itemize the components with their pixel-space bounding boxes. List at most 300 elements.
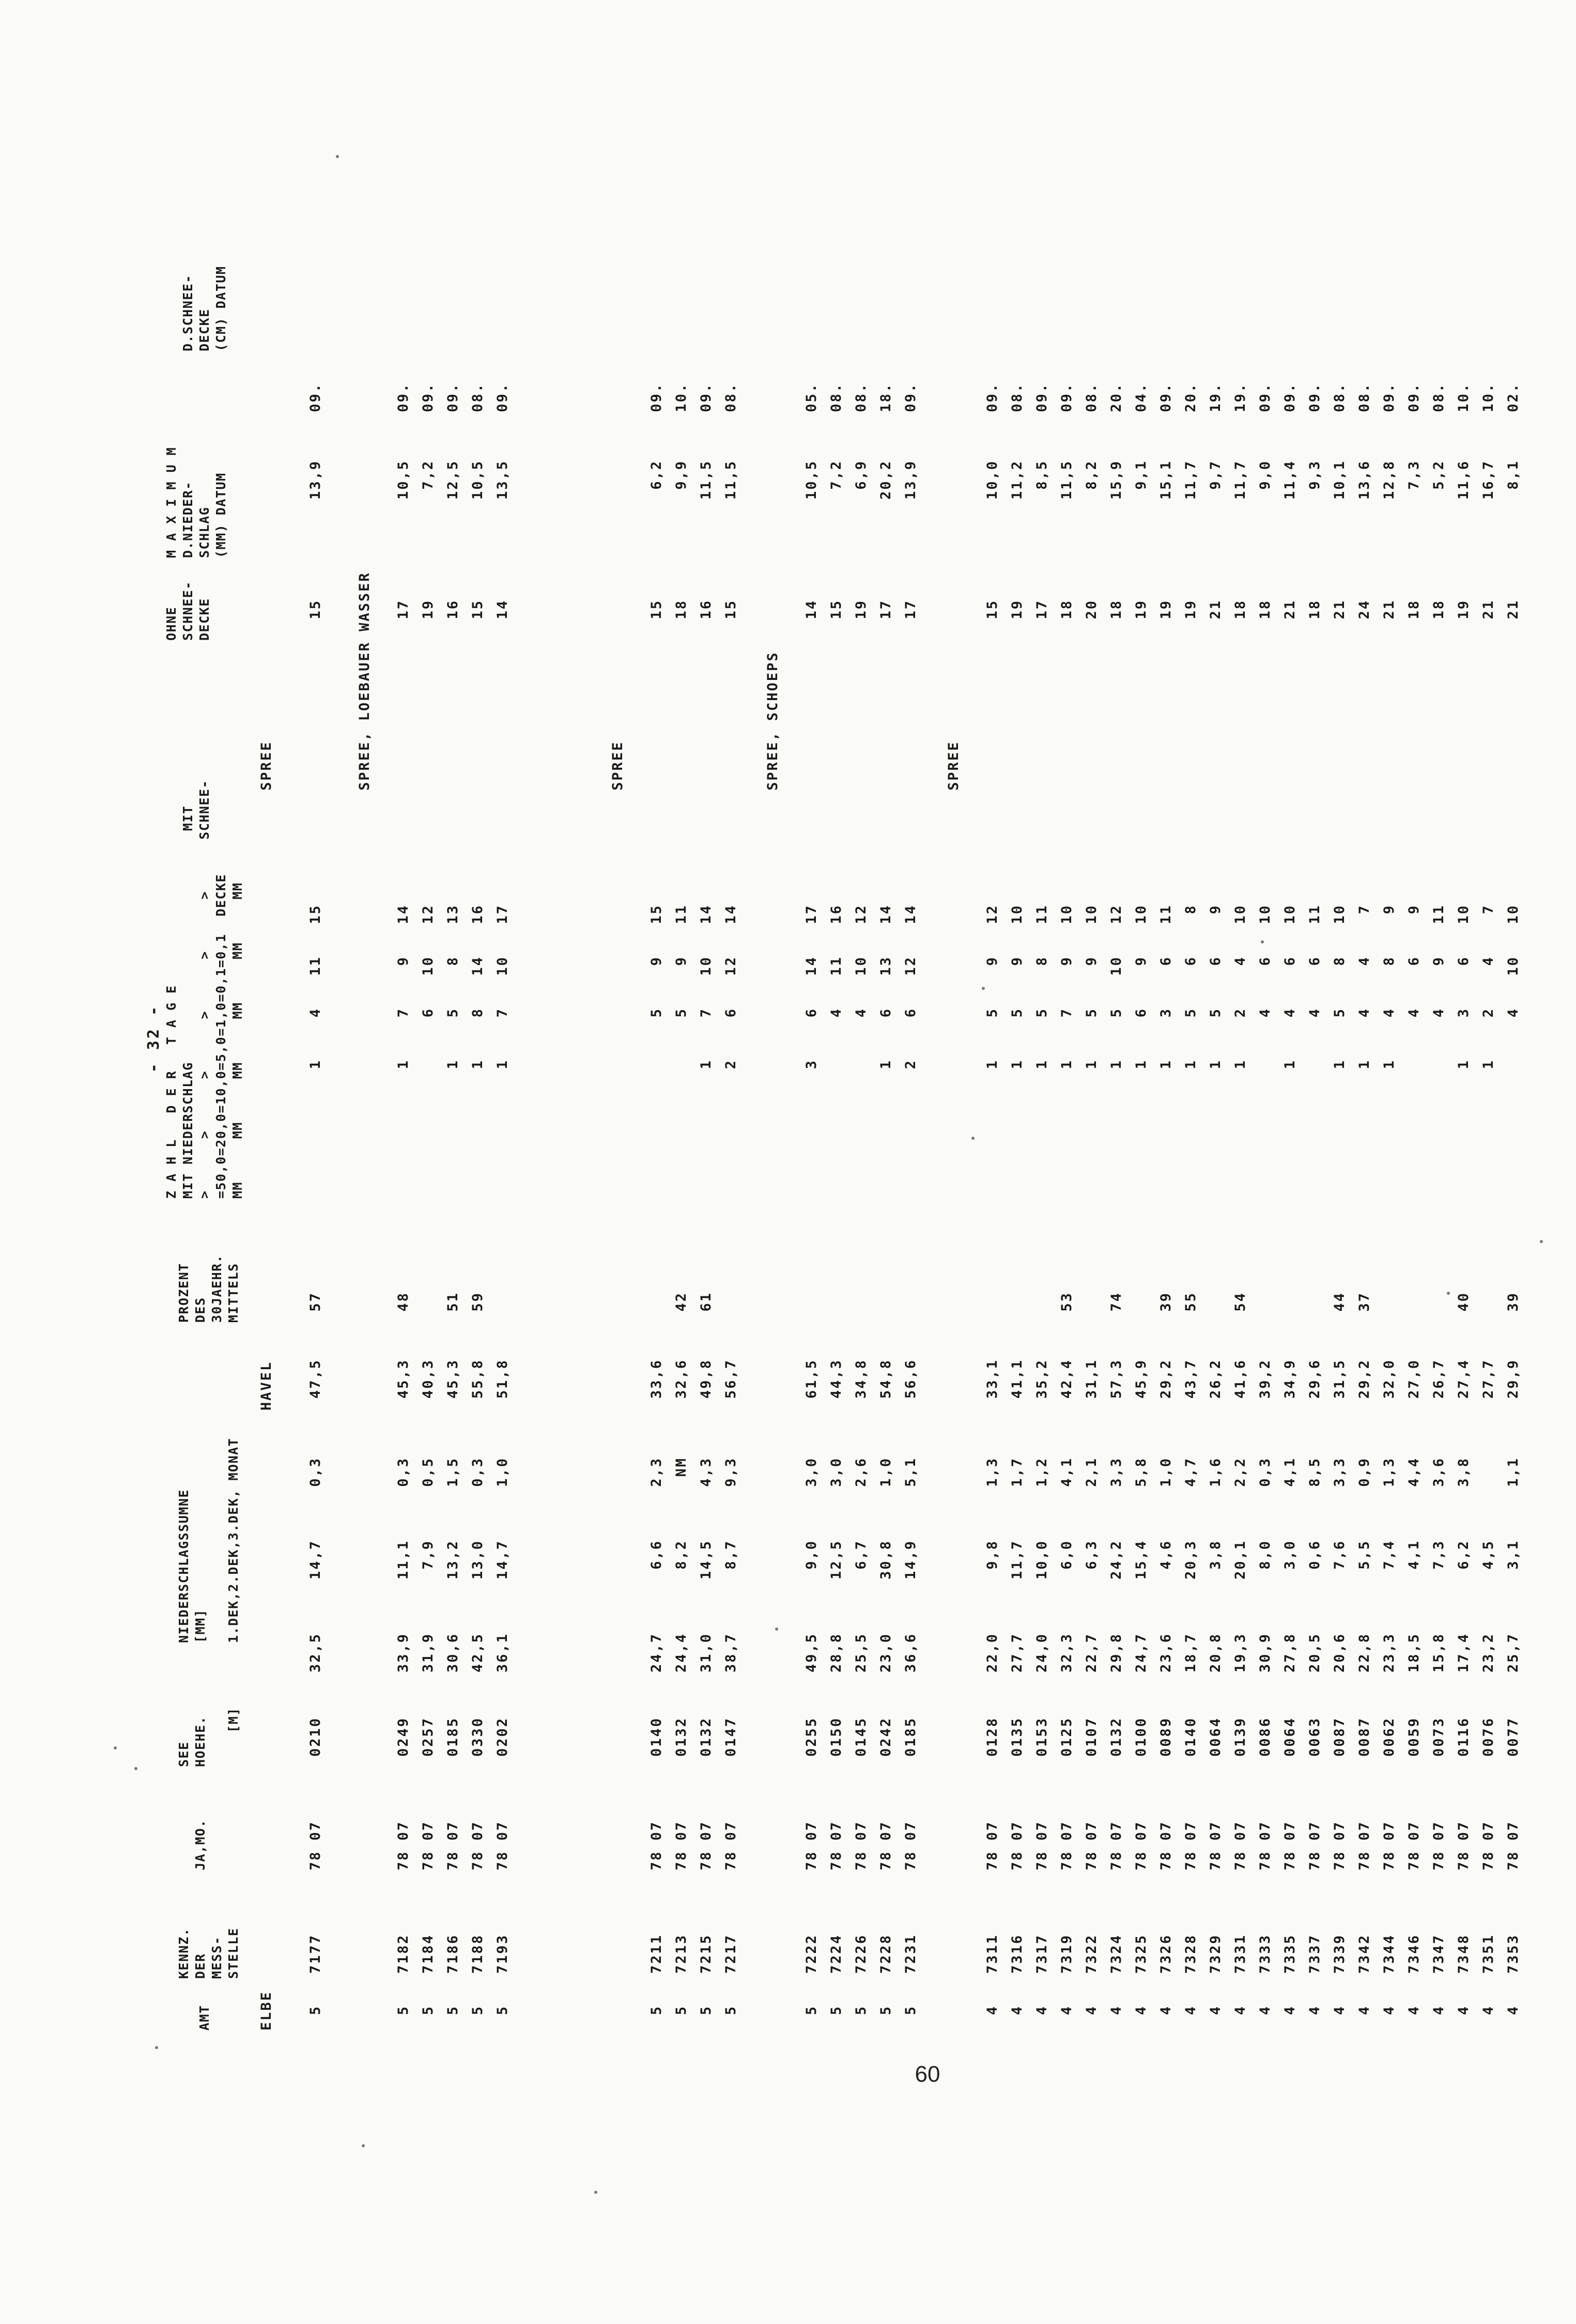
table-row [982, 31, 1003, 2046]
cell-see: 0089 [1158, 1716, 1174, 1757]
cell-d2: 7,6 [1332, 1540, 1348, 1570]
table-row [671, 31, 692, 2046]
cell-amt: 5 [673, 2005, 689, 2015]
cell-c5: 5 [673, 1008, 689, 1018]
table-row [720, 31, 742, 2046]
scan-speck [971, 1137, 975, 1140]
cell-d1: 32,5 [307, 1633, 323, 1673]
cell-d2: 4,5 [1480, 1540, 1496, 1570]
cell-maxdat: 08. [1356, 382, 1372, 412]
cell-ohne: 18 [1108, 599, 1124, 619]
table-row [467, 31, 489, 2046]
header-zahl: Z A H L D E R T A G E MIT NIEDERSCHLAG MIT > > > > > > SCHNEE- =50,0=20,0=10,0=5,0=1,0=0,1=0,1 DECKE MM MM MM MM MM MM [164, 779, 245, 1199]
cell-maxdat: 09. [1282, 382, 1298, 412]
cell-d2: 12,5 [828, 1540, 844, 1580]
cell-d1: 23,6 [1158, 1633, 1174, 1673]
table-row [1155, 31, 1177, 2046]
cell-maxmm: 11,5 [723, 460, 739, 500]
scan-speck [336, 155, 339, 158]
cell-amt: 4 [1282, 2005, 1298, 2015]
cell-d3: 0,3 [1257, 1457, 1273, 1487]
cell-c1: 9 [1009, 956, 1025, 966]
cell-c1: 9 [395, 956, 411, 966]
cell-maxdat: 10. [1456, 382, 1472, 412]
cell-d2: 3,8 [1208, 1540, 1224, 1570]
cell-jamo: 78 07 [1257, 1820, 1273, 1870]
cell-c1: 10 [420, 956, 436, 976]
table-row [1354, 31, 1376, 2046]
cell-kennz: 7319 [1059, 1933, 1075, 1974]
rotated-table [145, 31, 1540, 2046]
cell-jamo: 78 07 [420, 1820, 436, 1870]
cell-kennz: 7186 [445, 1933, 461, 1974]
cell-maxmm: 6,9 [853, 460, 869, 490]
table-row [1403, 31, 1425, 2046]
cell-c10: 1 [495, 1059, 511, 1070]
table-row [875, 31, 897, 2046]
cell-jamo: 78 07 [1009, 1820, 1025, 1870]
cell-maxmm: 7,2 [828, 460, 844, 490]
cell-d1: 29,8 [1108, 1633, 1124, 1673]
cell-c10: 1 [1208, 1059, 1224, 1070]
cell-d2: 20,3 [1183, 1540, 1199, 1580]
cell-c10: 1 [1084, 1059, 1100, 1070]
cell-amt: 4 [1480, 2005, 1496, 2015]
cell-proz: 48 [395, 1292, 411, 1312]
cell-see: 0064 [1282, 1716, 1298, 1757]
cell-d2: 6,0 [1059, 1540, 1075, 1570]
cell-c5: 5 [1084, 1008, 1100, 1018]
cell-d1: 49,5 [804, 1633, 820, 1673]
cell-ohne: 17 [1034, 599, 1050, 619]
cell-d1: 19,3 [1232, 1633, 1248, 1673]
cell-d2: 14,5 [698, 1540, 714, 1580]
cell-see: 0135 [1009, 1716, 1025, 1757]
cell-jamo: 78 07 [1084, 1820, 1100, 1870]
cell-kennz: 7182 [395, 1933, 411, 1974]
cell-see: 0100 [1133, 1716, 1149, 1757]
cell-see: 0147 [723, 1716, 739, 1757]
cell-d1: 32,3 [1059, 1633, 1075, 1673]
cell-maxmm: 10,5 [470, 460, 486, 500]
cell-jamo: 78 07 [445, 1820, 461, 1870]
cell-d1: 23,3 [1381, 1633, 1397, 1673]
cell-proz: 59 [470, 1292, 486, 1312]
cell-monat: 34,9 [1282, 1359, 1298, 1399]
cell-see: 0087 [1332, 1716, 1348, 1757]
cell-c10: 1 [1456, 1059, 1472, 1070]
cell-d3: 4,3 [698, 1457, 714, 1487]
cell-see: 0076 [1480, 1716, 1496, 1757]
cell-c01: 10 [1505, 904, 1521, 924]
scan-speck [114, 1746, 117, 1749]
header-max-nieder: M A X I M U M D.NIEDER- SCHLAG (MM) DATUM [164, 446, 228, 558]
cell-c1: 8 [1034, 956, 1050, 966]
cell-d2: 14,7 [307, 1540, 323, 1580]
cell-jamo: 78 07 [723, 1820, 739, 1870]
cell-kennz: 7347 [1431, 1933, 1447, 1974]
scan-speck [982, 987, 985, 990]
cell-c5: 4 [1505, 1008, 1521, 1018]
cell-c10: 1 [698, 1059, 714, 1070]
cell-d2: 4,6 [1158, 1540, 1174, 1570]
cell-c01: 10 [1456, 904, 1472, 924]
cell-maxdat: 09. [420, 382, 436, 412]
cell-ohne: 21 [1208, 599, 1224, 619]
cell-kennz: 7346 [1406, 1933, 1422, 1974]
cell-c5: 7 [1059, 1008, 1075, 1018]
cell-c5: 5 [1208, 1008, 1224, 1018]
cell-d2: 13,0 [470, 1540, 486, 1580]
cell-monat: 29,6 [1307, 1359, 1323, 1399]
cell-c01: 14 [698, 904, 714, 924]
cell-c1: 12 [903, 956, 919, 976]
cell-see: 0087 [1356, 1716, 1372, 1757]
cell-maxmm: 10,1 [1332, 460, 1348, 500]
cell-c5: 6 [1133, 1008, 1149, 1018]
cell-d3: NM [673, 1457, 689, 1477]
cell-d3: 1,6 [1208, 1457, 1224, 1487]
cell-d2: 5,5 [1356, 1540, 1372, 1570]
cell-c01: 9 [1406, 904, 1422, 915]
table-row [1428, 31, 1450, 2046]
cell-c01: 9 [1381, 904, 1397, 915]
cell-amt: 5 [853, 2005, 869, 2015]
cell-maxdat: 05. [804, 382, 820, 412]
cell-ohne: 24 [1356, 599, 1372, 619]
cell-c1: 6 [1183, 956, 1199, 966]
cell-jamo: 78 07 [1158, 1820, 1174, 1870]
cell-c1: 8 [1381, 956, 1397, 966]
cell-see: 0185 [903, 1716, 919, 1757]
cell-c1: 9 [648, 956, 665, 966]
cell-maxmm: 11,5 [1059, 460, 1075, 500]
cell-see: 0140 [1183, 1716, 1199, 1757]
cell-monat: 51,8 [495, 1359, 511, 1399]
cell-ohne: 18 [1307, 599, 1323, 619]
cell-jamo: 78 07 [903, 1820, 919, 1870]
cell-c5: 4 [1257, 1008, 1273, 1018]
cell-c01: 7 [1356, 904, 1372, 915]
cell-c1: 10 [1108, 956, 1124, 976]
cell-see: 0140 [648, 1716, 665, 1757]
cell-monat: 42,4 [1059, 1359, 1075, 1399]
cell-d1: 22,7 [1084, 1633, 1100, 1673]
cell-see: 0185 [445, 1716, 461, 1757]
cell-monat: 56,6 [903, 1359, 919, 1399]
cell-c01: 17 [804, 904, 820, 924]
cell-c1: 9 [984, 956, 1000, 966]
cell-maxdat: 08. [470, 382, 486, 412]
cell-ohne: 19 [1133, 599, 1149, 619]
cell-jamo: 78 07 [1332, 1820, 1348, 1870]
cell-c10: 1 [1158, 1059, 1174, 1070]
cell-monat: 61,5 [804, 1359, 820, 1399]
cell-c01: 12 [420, 904, 436, 924]
cell-amt: 5 [470, 2005, 486, 2015]
cell-d3: 1,0 [878, 1457, 894, 1487]
cell-d2: 9,8 [984, 1540, 1000, 1570]
cell-amt: 4 [1208, 2005, 1224, 2015]
cell-jamo: 78 07 [1133, 1820, 1149, 1870]
cell-see: 0330 [470, 1716, 486, 1757]
cell-c5: 5 [648, 1008, 665, 1018]
cell-kennz: 7337 [1307, 1933, 1323, 1974]
cell-amt: 4 [1406, 2005, 1422, 2015]
cell-maxdat: 18. [878, 382, 894, 412]
cell-amt: 5 [878, 2005, 894, 2015]
cell-c5: 6 [420, 1008, 436, 1018]
cell-c01: 11 [673, 904, 689, 924]
scan-speck [594, 2191, 597, 2194]
cell-maxmm: 13,6 [1356, 460, 1372, 500]
page-number: 60 [915, 2062, 940, 2087]
cell-ohne: 21 [1505, 599, 1521, 619]
cell-monat: 54,8 [878, 1359, 894, 1399]
cell-d3: 2,1 [1084, 1457, 1100, 1487]
cell-d1: 20,8 [1208, 1633, 1224, 1673]
cell-maxdat: 08. [853, 382, 869, 412]
cell-d1: 28,8 [828, 1633, 844, 1673]
cell-monat: 34,8 [853, 1359, 869, 1399]
cell-c10: 1 [1009, 1059, 1025, 1070]
cell-c1: 14 [470, 956, 486, 976]
cell-monat: 41,6 [1232, 1359, 1248, 1399]
cell-d3: 1,2 [1034, 1457, 1050, 1487]
cell-ohne: 18 [1406, 599, 1422, 619]
cell-see: 0125 [1059, 1716, 1075, 1757]
cell-ohne: 17 [878, 599, 894, 619]
cell-amt: 4 [1133, 2005, 1149, 2015]
cell-maxdat: 08. [1084, 382, 1100, 412]
cell-d2: 0,6 [1307, 1540, 1323, 1570]
cell-amt: 4 [984, 2005, 1000, 2015]
cell-maxmm: 11,5 [698, 460, 714, 500]
table-row [1503, 31, 1524, 2046]
table-row [826, 31, 847, 2046]
cell-ohne: 21 [1381, 599, 1397, 619]
cell-kennz: 7222 [804, 1933, 820, 1974]
cell-c01: 12 [1108, 904, 1124, 924]
cell-amt: 4 [1332, 2005, 1348, 2015]
table-row [1279, 31, 1301, 2046]
cell-see: 0059 [1406, 1716, 1422, 1757]
cell-d2: 30,8 [878, 1540, 894, 1580]
cell-maxdat: 08. [723, 382, 739, 412]
cell-c1: 6 [1208, 956, 1224, 966]
header-amt: AMT [197, 2005, 212, 2031]
cell-c5: 7 [698, 1008, 714, 1018]
scan-speck [155, 2046, 158, 2049]
cell-proz: 37 [1356, 1292, 1372, 1312]
cell-maxdat: 09. [903, 382, 919, 412]
cell-maxmm: 9,7 [1208, 460, 1224, 490]
cell-c10: 1 [470, 1059, 486, 1070]
cell-kennz: 7344 [1381, 1933, 1397, 1974]
cell-c1: 12 [723, 956, 739, 976]
cell-maxdat: 04. [1133, 382, 1149, 412]
cell-d1: 25,7 [1505, 1633, 1521, 1673]
cell-see: 0257 [420, 1716, 436, 1757]
cell-c1: 4 [1232, 956, 1248, 966]
cell-maxmm: 15,9 [1108, 460, 1124, 500]
table-row [1230, 31, 1251, 2046]
cell-jamo: 78 07 [878, 1820, 894, 1870]
cell-c01: 16 [828, 904, 844, 924]
cell-maxdat: 20. [1183, 382, 1199, 412]
cell-d3: 2,2 [1232, 1457, 1248, 1487]
cell-ohne: 19 [1009, 599, 1025, 619]
cell-amt: 4 [1456, 2005, 1472, 2015]
cell-maxmm: 7,3 [1406, 460, 1422, 490]
section-label: SPREE [946, 740, 962, 791]
cell-amt: 5 [307, 2005, 323, 2015]
cell-c01: 15 [648, 904, 665, 924]
cell-d1: 20,5 [1307, 1633, 1323, 1673]
cell-d1: 31,0 [698, 1633, 714, 1673]
cell-c01: 14 [903, 904, 919, 924]
cell-d2: 3,1 [1505, 1540, 1521, 1570]
table-row [1007, 31, 1028, 2046]
cell-see: 0062 [1381, 1716, 1397, 1757]
table-row [305, 31, 327, 2046]
cell-ohne: 17 [395, 599, 411, 619]
cell-maxdat: 10. [1480, 382, 1496, 412]
cell-d3: 3,3 [1108, 1457, 1124, 1487]
cell-amt: 5 [723, 2005, 739, 2015]
cell-maxdat: 09. [698, 382, 714, 412]
header-see: SEE HOEHE. [M] [176, 1707, 241, 1767]
cell-d2: 24,2 [1108, 1540, 1124, 1580]
cell-see: 0132 [1108, 1716, 1124, 1757]
cell-maxdat: 08. [828, 382, 844, 412]
header-kennz: KENNZ. DER MESS- STELLE [176, 1927, 241, 1979]
cell-jamo: 78 07 [1356, 1820, 1372, 1870]
cell-c10: 1 [1133, 1059, 1149, 1070]
cell-kennz: 7188 [470, 1933, 486, 1974]
cell-c01: 10 [1257, 904, 1273, 924]
cell-jamo: 78 07 [1183, 1820, 1199, 1870]
cell-c1: 10 [1505, 956, 1521, 976]
cell-see: 0132 [673, 1716, 689, 1757]
cell-c1: 4 [1480, 956, 1496, 966]
cell-monat: 41,1 [1009, 1359, 1025, 1399]
cell-ohne: 19 [1158, 599, 1174, 619]
cell-d2: 11,7 [1009, 1540, 1025, 1580]
cell-amt: 5 [828, 2005, 844, 2015]
cell-d3: 4,7 [1183, 1457, 1199, 1487]
cell-d1: 23,0 [878, 1633, 894, 1673]
cell-d3: 1,1 [1505, 1457, 1521, 1487]
cell-kennz: 7215 [698, 1933, 714, 1974]
cell-maxmm: 10,0 [984, 460, 1000, 500]
cell-monat: 26,7 [1431, 1359, 1447, 1399]
cell-amt: 4 [1307, 2005, 1323, 2015]
cell-kennz: 7351 [1480, 1933, 1496, 1974]
cell-maxmm: 13,5 [495, 460, 511, 500]
cell-d3: 3,6 [1431, 1457, 1447, 1487]
cell-kennz: 7317 [1034, 1933, 1050, 1974]
cell-d3: 1,0 [1158, 1457, 1174, 1487]
cell-d1: 18,5 [1406, 1633, 1422, 1673]
section-label: SPREE, LOEBAUER WASSER [357, 571, 373, 791]
cell-kennz: 7331 [1232, 1933, 1248, 1974]
cell-c1: 6 [1456, 956, 1472, 966]
cell-c5: 7 [495, 1008, 511, 1018]
cell-c10: 1 [984, 1059, 1000, 1070]
cell-ohne: 20 [1084, 599, 1100, 619]
cell-amt: 5 [804, 2005, 820, 2015]
cell-monat: 56,7 [723, 1359, 739, 1399]
cell-kennz: 7333 [1257, 1933, 1273, 1974]
cell-maxmm: 11,4 [1282, 460, 1298, 500]
cell-d2: 7,4 [1381, 1540, 1397, 1570]
cell-d1: 24,4 [673, 1633, 689, 1673]
cell-see: 0107 [1084, 1716, 1100, 1757]
cell-d2: 15,4 [1133, 1540, 1149, 1580]
cell-c1: 11 [307, 956, 323, 976]
cell-jamo: 78 07 [1480, 1820, 1496, 1870]
cell-maxmm: 9,1 [1133, 460, 1149, 490]
cell-d2: 3,0 [1282, 1540, 1298, 1570]
cell-kennz: 7335 [1282, 1933, 1298, 1974]
cell-c10: 1 [1108, 1059, 1124, 1070]
cell-d1: 24,7 [648, 1633, 665, 1673]
cell-jamo: 78 07 [1307, 1820, 1323, 1870]
cell-d2: 13,2 [445, 1540, 461, 1580]
cell-amt: 4 [1232, 2005, 1248, 2015]
cell-maxdat: 10. [673, 382, 689, 412]
cell-c1: 6 [1158, 956, 1174, 966]
cell-see: 0116 [1456, 1716, 1472, 1757]
cell-amt: 5 [495, 2005, 511, 2015]
cell-ohne: 19 [420, 599, 436, 619]
cell-d3: 3,0 [804, 1457, 820, 1487]
cell-proz: 44 [1332, 1292, 1348, 1312]
cell-see: 0077 [1505, 1716, 1521, 1757]
cell-jamo: 78 07 [1208, 1820, 1224, 1870]
cell-amt: 4 [1257, 2005, 1273, 2015]
cell-c1: 10 [495, 956, 511, 976]
cell-amt: 4 [1084, 2005, 1100, 2015]
cell-monat: 29,9 [1505, 1359, 1521, 1399]
cell-d2: 4,1 [1406, 1540, 1422, 1570]
cell-monat: 31,1 [1084, 1359, 1100, 1399]
cell-jamo: 78 07 [673, 1820, 689, 1870]
cell-kennz: 7213 [673, 1933, 689, 1974]
cell-d3: 1,0 [495, 1457, 511, 1487]
cell-c5: 8 [470, 1008, 486, 1018]
cell-ohne: 19 [853, 599, 869, 619]
cell-c01: 11 [1307, 904, 1323, 924]
cell-ohne: 19 [1456, 599, 1472, 619]
cell-kennz: 7326 [1158, 1933, 1174, 1974]
cell-maxmm: 9,3 [1307, 460, 1323, 490]
cell-d2: 6,7 [853, 1540, 869, 1570]
cell-d1: 31,9 [420, 1633, 436, 1673]
cell-ohne: 18 [1257, 599, 1273, 619]
cell-c01: 16 [470, 904, 486, 924]
cell-see: 0073 [1431, 1716, 1447, 1757]
cell-c10: 1 [878, 1059, 894, 1070]
cell-c01: 12 [853, 904, 869, 924]
river-note: SPREE [258, 740, 274, 791]
cell-amt: 5 [420, 2005, 436, 2015]
cell-c10: 1 [1282, 1059, 1298, 1070]
cell-c1: 11 [828, 956, 844, 976]
cell-amt: 5 [445, 2005, 461, 2015]
cell-c1: 14 [804, 956, 820, 976]
